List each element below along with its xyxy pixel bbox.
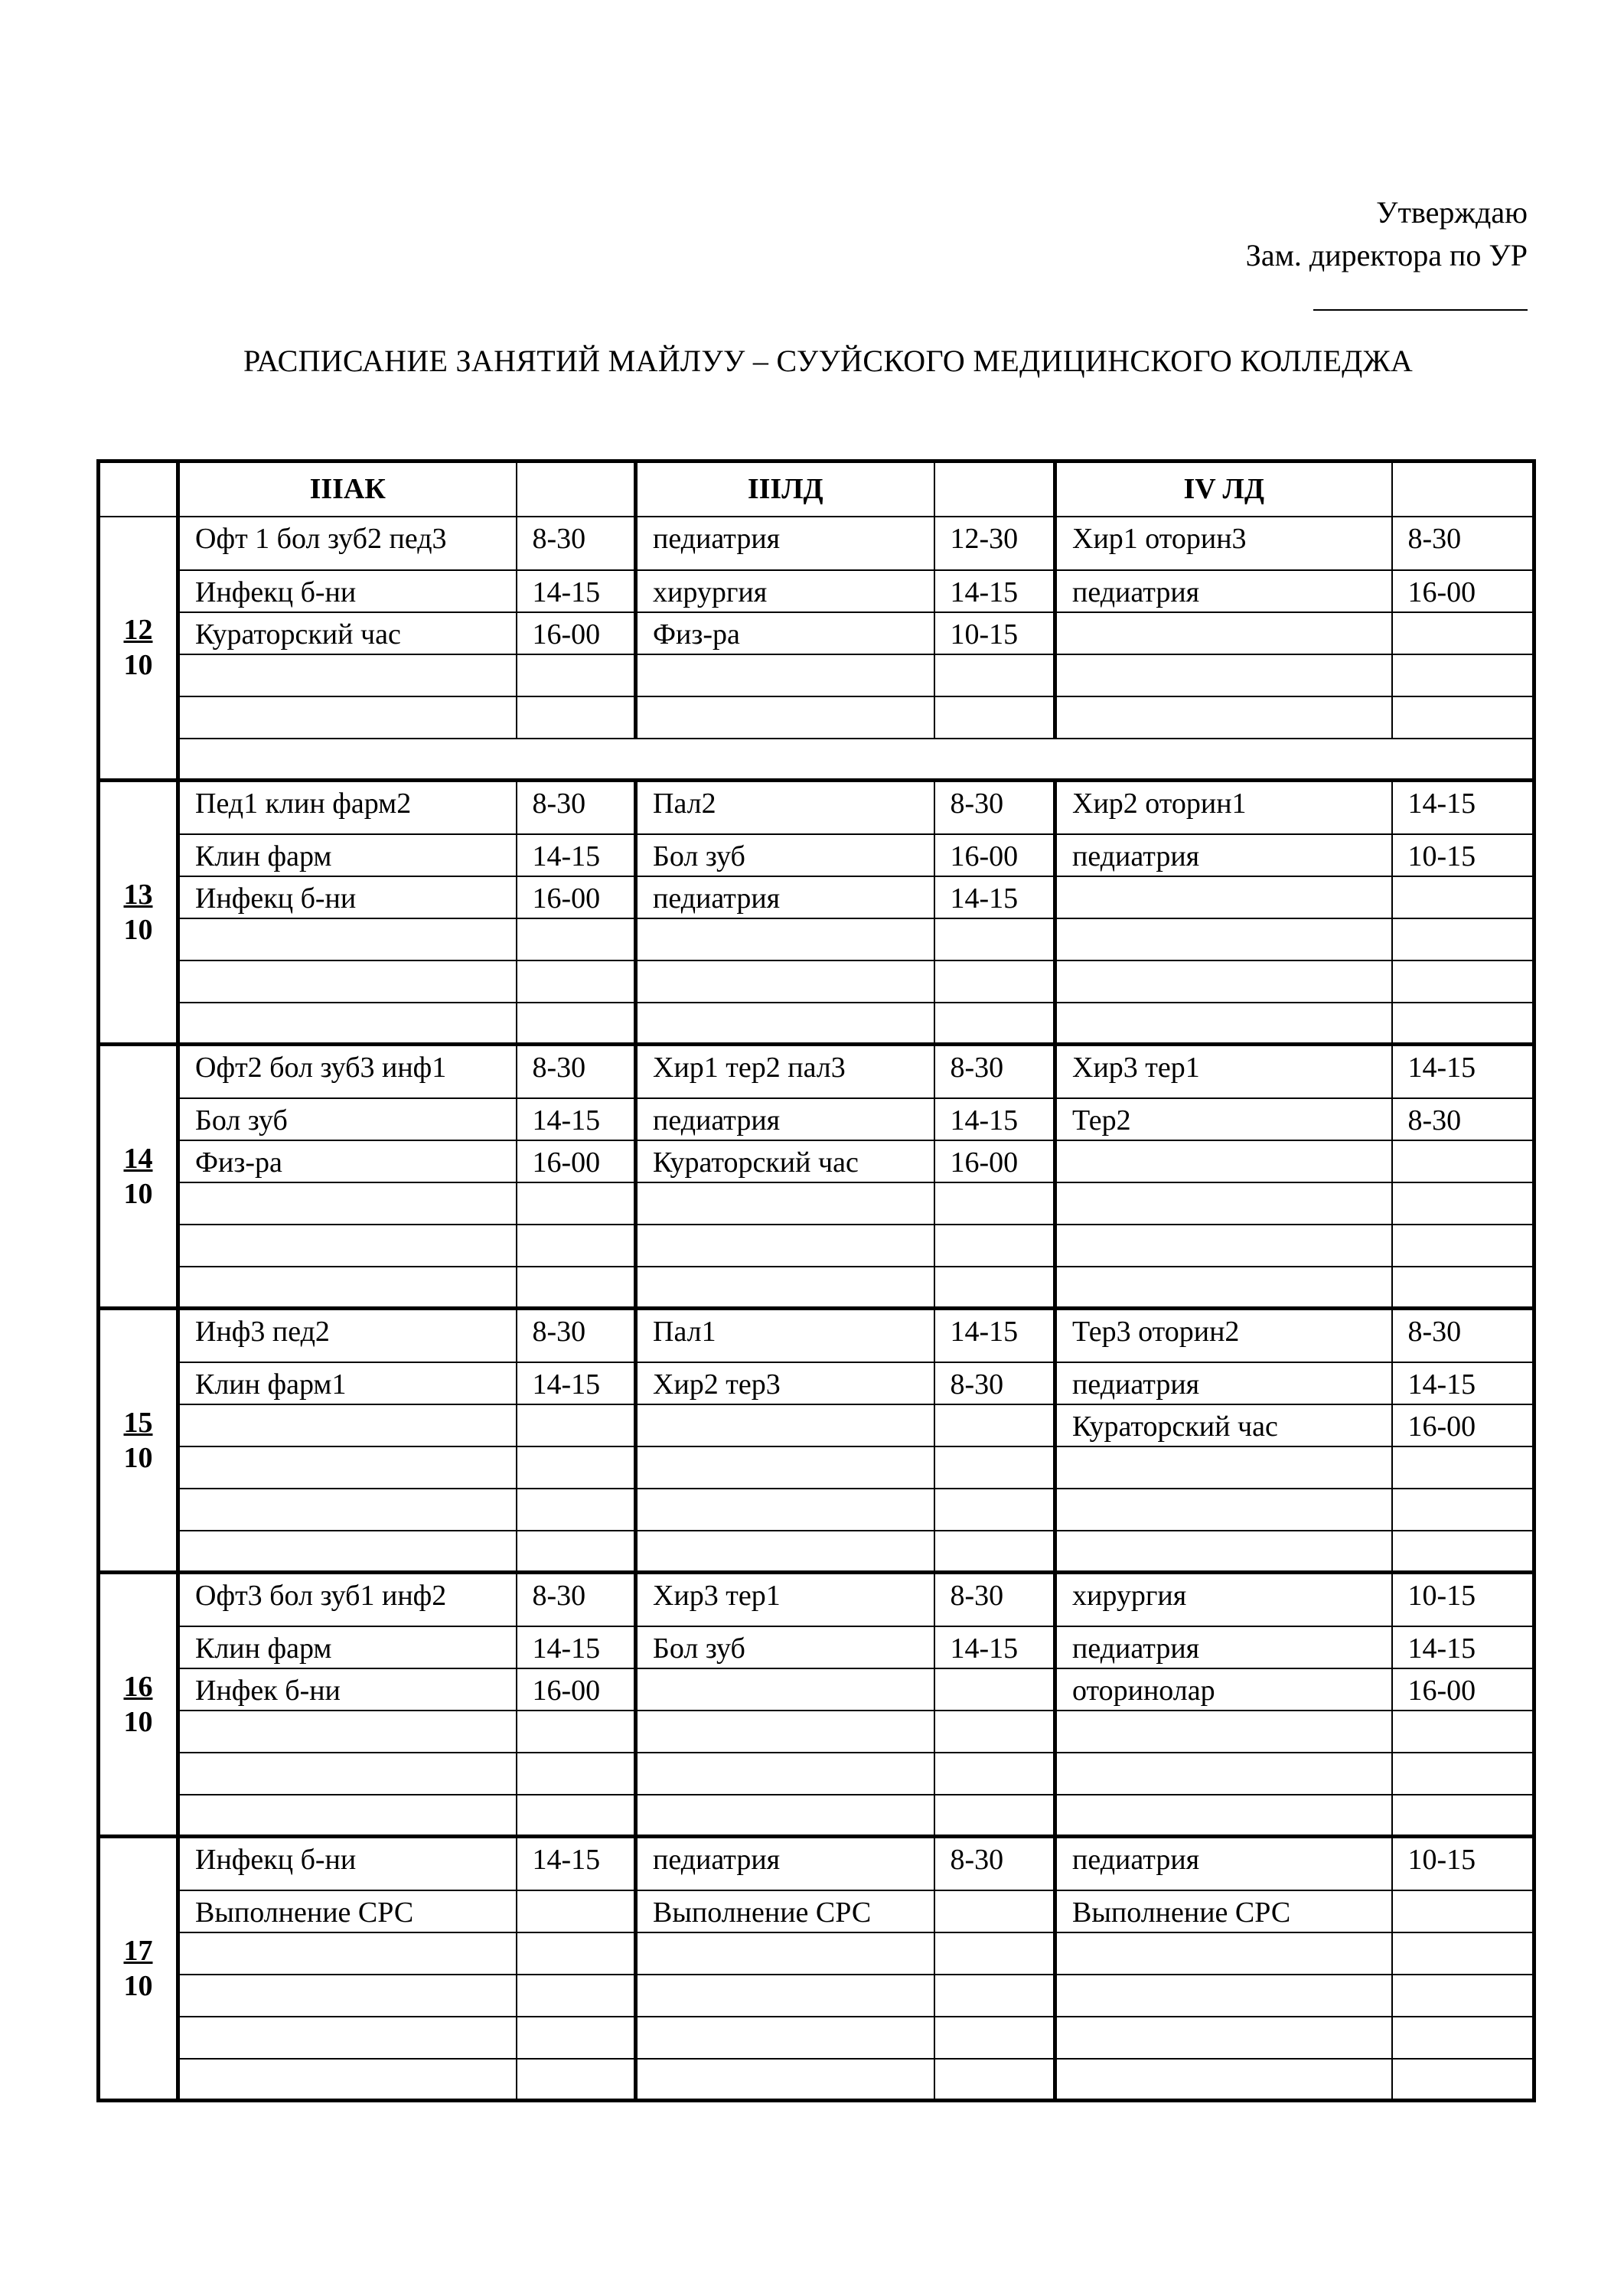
subject-cell [178, 918, 517, 960]
subject-cell [178, 1225, 517, 1267]
time-cell: 16-00 [517, 876, 636, 918]
time-cell: 14-15 [934, 570, 1055, 612]
schedule-row [99, 1098, 1534, 1140]
time-cell [934, 1795, 1055, 1837]
approval-line-2: Зам. директора по УР [1245, 238, 1528, 272]
subject-cell: хирургия [636, 570, 934, 612]
subject-cell [1055, 918, 1392, 960]
subject-cell: Инфекц б-ни [178, 570, 517, 612]
date-cell [99, 1309, 178, 1573]
date-month: 10 [123, 1706, 153, 1738]
subject-cell: Хир3 тер1 [636, 1573, 934, 1626]
time-cell: 14-15 [517, 1837, 636, 1890]
time-cell [934, 1446, 1055, 1489]
time-cell [934, 1932, 1055, 1975]
time-cell [1392, 612, 1534, 654]
schedule-row [99, 570, 1534, 612]
time-cell [517, 1446, 636, 1489]
subject-cell: Офт 1 бол зуб2 пед3 [178, 517, 517, 570]
time-cell: 8-30 [1392, 1309, 1534, 1362]
time-cell [1392, 918, 1534, 960]
time-cell [1392, 1489, 1534, 1531]
subject-cell [1055, 2059, 1392, 2101]
time-cell: 16-00 [1392, 570, 1534, 612]
subject-cell [1055, 1225, 1392, 1267]
subject-cell [636, 1932, 934, 1975]
time-cell: 14-15 [517, 834, 636, 876]
time-cell [934, 960, 1055, 1003]
time-cell [934, 654, 1055, 696]
time-cell [517, 1711, 636, 1753]
subject-cell [178, 960, 517, 1003]
time-cell: 10-15 [1392, 1573, 1534, 1626]
time-cell: 16-00 [934, 834, 1055, 876]
date-cell [99, 517, 178, 781]
subject-cell: Хир1 оторин3 [1055, 517, 1392, 570]
subject-cell: Кураторский час [636, 1140, 934, 1182]
time-cell [1392, 1890, 1534, 1932]
time-cell [517, 1225, 636, 1267]
time-cell [934, 1890, 1055, 1932]
schedule-row [99, 2017, 1534, 2059]
time-cell: 16-00 [517, 1140, 636, 1182]
subject-cell: Бол зуб [636, 834, 934, 876]
subject-cell [1055, 1531, 1392, 1573]
subject-cell: педиатрия [1055, 1837, 1392, 1890]
header-group-2: IIIЛД [636, 461, 934, 517]
schedule-table [96, 459, 1536, 2102]
time-cell: 8-30 [1392, 517, 1534, 570]
time-cell: 8-30 [934, 1045, 1055, 1098]
schedule-row [99, 1225, 1534, 1267]
time-cell [517, 960, 636, 1003]
subject-cell [636, 1404, 934, 1446]
schedule-row [99, 1531, 1534, 1573]
subject-cell: Клин фарм [178, 834, 517, 876]
time-cell: 8-30 [934, 781, 1055, 834]
subject-cell [178, 2059, 517, 2101]
time-cell [934, 918, 1055, 960]
subject-cell: Хир2 тер3 [636, 1362, 934, 1404]
subject-cell: педиатрия [636, 517, 934, 570]
time-cell [934, 1531, 1055, 1573]
subject-cell [178, 1711, 517, 1753]
subject-cell [636, 1795, 934, 1837]
date-cell [99, 1573, 178, 1837]
time-cell [934, 1404, 1055, 1446]
time-cell [1392, 2017, 1534, 2059]
subject-cell [1055, 2017, 1392, 2059]
schedule-row [99, 739, 1534, 781]
schedule-row [99, 781, 1534, 834]
subject-cell [1055, 612, 1392, 654]
schedule-row [99, 1668, 1534, 1711]
subject-cell [1055, 1975, 1392, 2017]
subject-cell: Пед1 клин фарм2 [178, 781, 517, 834]
date-month: 10 [123, 914, 153, 946]
time-cell: 14-15 [1392, 1626, 1534, 1668]
subject-cell: Инф3 пед2 [178, 1309, 517, 1362]
subject-cell: педиатрия [636, 1098, 934, 1140]
schedule-body [99, 517, 1534, 2101]
time-cell: 16-00 [517, 612, 636, 654]
subject-cell: Хир2 оторин1 [1055, 781, 1392, 834]
subject-cell [636, 2017, 934, 2059]
time-cell [517, 1489, 636, 1531]
schedule-row [99, 696, 1534, 739]
date-month: 10 [123, 1970, 153, 2002]
header-time-1 [517, 461, 636, 517]
subject-cell: Инфекц б-ни [178, 876, 517, 918]
time-cell [934, 1267, 1055, 1309]
subject-cell: Кураторский час [178, 612, 517, 654]
date-month: 10 [123, 1442, 153, 1474]
date-day: 17 [123, 1935, 153, 1967]
time-cell [517, 1932, 636, 1975]
time-cell: 8-30 [517, 517, 636, 570]
approval-block [1246, 191, 1528, 322]
subject-cell: Тер3 оторин2 [1055, 1309, 1392, 1362]
time-cell [934, 1753, 1055, 1795]
time-cell: 14-15 [934, 1626, 1055, 1668]
time-cell [934, 1489, 1055, 1531]
time-cell [517, 1795, 636, 1837]
time-cell [1392, 960, 1534, 1003]
time-cell [1392, 1795, 1534, 1837]
time-cell: 16-00 [1392, 1668, 1534, 1711]
header-time-2 [934, 461, 1055, 517]
date-day: 15 [123, 1407, 153, 1439]
schedule-row [99, 1182, 1534, 1225]
schedule-row [99, 1573, 1534, 1626]
time-cell: 16-00 [517, 1668, 636, 1711]
subject-cell [178, 1489, 517, 1531]
time-cell [934, 2059, 1055, 2101]
time-cell [517, 1003, 636, 1045]
subject-cell [636, 1753, 934, 1795]
schedule-row [99, 1932, 1534, 1975]
time-cell: 14-15 [1392, 781, 1534, 834]
time-cell: 14-15 [934, 1309, 1055, 1362]
date-day: 16 [123, 1671, 153, 1703]
time-cell [517, 918, 636, 960]
subject-cell [178, 1003, 517, 1045]
time-cell: 8-30 [517, 1573, 636, 1626]
subject-cell [636, 654, 934, 696]
time-cell [517, 2059, 636, 2101]
time-cell [934, 1975, 1055, 2017]
header-group-1: IIIАК [178, 461, 517, 517]
header-corner [99, 461, 178, 517]
approval-line-1: Утверждаю [1376, 195, 1528, 230]
page-title: РАСПИСАНИЕ ЗАНЯТИЙ МАЙЛУУ – СУУЙСКОГО МЕДИЦИНСКОГО КОЛЛЕДЖА [243, 344, 1414, 378]
time-cell [517, 1975, 636, 2017]
time-cell: 14-15 [517, 1098, 636, 1140]
subject-cell [178, 1975, 517, 2017]
header-time-3 [1392, 461, 1534, 517]
time-cell: 8-30 [934, 1573, 1055, 1626]
time-cell: 14-15 [517, 570, 636, 612]
subject-cell [636, 1531, 934, 1573]
subject-cell: Инфек б-ни [178, 1668, 517, 1711]
date-cell [99, 781, 178, 1045]
subject-cell: Тер2 [1055, 1098, 1392, 1140]
subject-cell [178, 696, 517, 739]
subject-cell: Физ-ра [636, 612, 934, 654]
schedule-row [99, 1489, 1534, 1531]
time-cell [1392, 1140, 1534, 1182]
subject-cell: Выполнение СРС [636, 1890, 934, 1932]
subject-cell [178, 1795, 517, 1837]
time-cell: 14-15 [934, 876, 1055, 918]
time-cell [1392, 1711, 1534, 1753]
time-cell [517, 1267, 636, 1309]
time-cell: 10-15 [1392, 834, 1534, 876]
subject-cell: Офт3 бол зуб1 инф2 [178, 1573, 517, 1626]
schedule-row [99, 1711, 1534, 1753]
subject-cell [178, 1446, 517, 1489]
schedule-row [99, 1309, 1534, 1362]
subject-cell: Пал2 [636, 781, 934, 834]
time-cell [517, 2017, 636, 2059]
subject-cell [636, 1225, 934, 1267]
schedule-row [99, 1837, 1534, 1890]
subject-cell [1055, 1753, 1392, 1795]
schedule-row [99, 1626, 1534, 1668]
schedule-row [99, 834, 1534, 876]
date-day: 14 [123, 1143, 153, 1175]
time-cell: 10-15 [934, 612, 1055, 654]
subject-cell: Выполнение СРС [178, 1890, 517, 1932]
subject-cell [636, 1975, 934, 2017]
subject-cell: Клин фарм1 [178, 1362, 517, 1404]
time-cell [1392, 1225, 1534, 1267]
subject-cell [178, 654, 517, 696]
subject-cell: Выполнение СРС [1055, 1890, 1392, 1932]
subject-cell [636, 1711, 934, 1753]
schedule-row [99, 1795, 1534, 1837]
subject-cell [636, 1182, 934, 1225]
time-cell [1392, 696, 1534, 739]
subject-cell: Хир1 тер2 пал3 [636, 1045, 934, 1098]
schedule-row [99, 2059, 1534, 2101]
schedule-row [99, 1404, 1534, 1446]
date-month: 10 [123, 649, 153, 682]
schedule-row [99, 918, 1534, 960]
signature-line [1313, 277, 1528, 311]
subject-cell: педиатрия [636, 1837, 934, 1890]
time-cell [934, 1003, 1055, 1045]
time-cell: 14-15 [517, 1362, 636, 1404]
time-cell [1392, 1753, 1534, 1795]
subject-cell [1055, 1446, 1392, 1489]
subject-cell [1055, 1267, 1392, 1309]
subject-cell: оторинолар [1055, 1668, 1392, 1711]
time-cell [1392, 1531, 1534, 1573]
subject-cell [178, 1753, 517, 1795]
time-cell: 8-30 [934, 1362, 1055, 1404]
subject-cell [636, 2059, 934, 2101]
schedule-row [99, 1890, 1534, 1932]
time-cell [1392, 1932, 1534, 1975]
subject-cell: педиатрия [1055, 1362, 1392, 1404]
subject-cell [636, 1668, 934, 1711]
time-cell: 10-15 [1392, 1837, 1534, 1890]
subject-cell [178, 2017, 517, 2059]
subject-cell: Бол зуб [178, 1098, 517, 1140]
subject-cell: Пал1 [636, 1309, 934, 1362]
schedule-row [99, 517, 1534, 570]
time-cell [517, 654, 636, 696]
time-cell: 14-15 [1392, 1362, 1534, 1404]
subject-cell [636, 1267, 934, 1309]
time-cell: 16-00 [934, 1140, 1055, 1182]
subject-cell [636, 1489, 934, 1531]
time-cell: 12-30 [934, 517, 1055, 570]
time-cell [1392, 654, 1534, 696]
schedule-row [99, 1975, 1534, 2017]
subject-cell [636, 918, 934, 960]
subject-cell: Офт2 бол зуб3 инф1 [178, 1045, 517, 1098]
time-cell [1392, 2059, 1534, 2101]
subject-cell [1055, 1003, 1392, 1045]
time-cell [517, 1890, 636, 1932]
subject-cell [636, 1446, 934, 1489]
date-day: 13 [123, 879, 153, 911]
time-cell [934, 1711, 1055, 1753]
schedule-row [99, 654, 1534, 696]
date-cell [99, 1045, 178, 1309]
subject-cell: Физ-ра [178, 1140, 517, 1182]
subject-cell: педиатрия [1055, 1626, 1392, 1668]
subject-cell: Клин фарм [178, 1626, 517, 1668]
subject-cell [1055, 1795, 1392, 1837]
schedule-row [99, 876, 1534, 918]
subject-cell [1055, 1182, 1392, 1225]
time-cell [1392, 1267, 1534, 1309]
time-cell: 8-30 [517, 1045, 636, 1098]
subject-cell [1055, 1489, 1392, 1531]
subject-cell [1055, 960, 1392, 1003]
merged-blank-cell [178, 739, 1534, 781]
time-cell [1392, 876, 1534, 918]
subject-cell: педиатрия [636, 876, 934, 918]
time-cell [517, 1182, 636, 1225]
schedule-row [99, 1267, 1534, 1309]
time-cell [934, 696, 1055, 739]
subject-cell [1055, 696, 1392, 739]
subject-cell [178, 1404, 517, 1446]
subject-cell [178, 1531, 517, 1573]
subject-cell [1055, 1932, 1392, 1975]
time-cell: 14-15 [1392, 1045, 1534, 1098]
time-cell [1392, 1003, 1534, 1045]
date-day: 12 [123, 614, 153, 647]
subject-cell [636, 1003, 934, 1045]
time-cell [934, 1182, 1055, 1225]
subject-cell: педиатрия [1055, 570, 1392, 612]
time-cell [517, 1404, 636, 1446]
time-cell [517, 1531, 636, 1573]
schedule-row [99, 1045, 1534, 1098]
time-cell [934, 1668, 1055, 1711]
time-cell: 14-15 [934, 1098, 1055, 1140]
time-cell [1392, 1975, 1534, 2017]
subject-cell [1055, 876, 1392, 918]
time-cell [1392, 1182, 1534, 1225]
time-cell: 8-30 [517, 781, 636, 834]
time-cell [517, 1753, 636, 1795]
date-month: 10 [123, 1178, 153, 1210]
subject-cell: Хир3 тер1 [1055, 1045, 1392, 1098]
subject-cell [1055, 1140, 1392, 1182]
schedule-row [99, 1753, 1534, 1795]
time-cell: 8-30 [1392, 1098, 1534, 1140]
schedule-row [99, 1446, 1534, 1489]
subject-cell [636, 696, 934, 739]
time-cell: 14-15 [517, 1626, 636, 1668]
schedule-row [99, 612, 1534, 654]
subject-cell: Бол зуб [636, 1626, 934, 1668]
header-group-3: IV ЛД [1055, 461, 1392, 517]
subject-cell [636, 960, 934, 1003]
schedule-row [99, 960, 1534, 1003]
time-cell: 8-30 [934, 1837, 1055, 1890]
schedule-row [99, 1140, 1534, 1182]
time-cell [934, 1225, 1055, 1267]
subject-cell: педиатрия [1055, 834, 1392, 876]
subject-cell: хирургия [1055, 1573, 1392, 1626]
time-cell: 8-30 [517, 1309, 636, 1362]
subject-cell [1055, 1711, 1392, 1753]
subject-cell [1055, 654, 1392, 696]
schedule-row [99, 1362, 1534, 1404]
subject-cell [178, 1182, 517, 1225]
time-cell [934, 2017, 1055, 2059]
time-cell: 16-00 [1392, 1404, 1534, 1446]
schedule-row [99, 1003, 1534, 1045]
subject-cell [178, 1932, 517, 1975]
subject-cell: Инфекц б-ни [178, 1837, 517, 1890]
subject-cell [178, 1267, 517, 1309]
date-cell [99, 1837, 178, 2101]
time-cell [1392, 1446, 1534, 1489]
time-cell [517, 696, 636, 739]
subject-cell: Кураторский час [1055, 1404, 1392, 1446]
